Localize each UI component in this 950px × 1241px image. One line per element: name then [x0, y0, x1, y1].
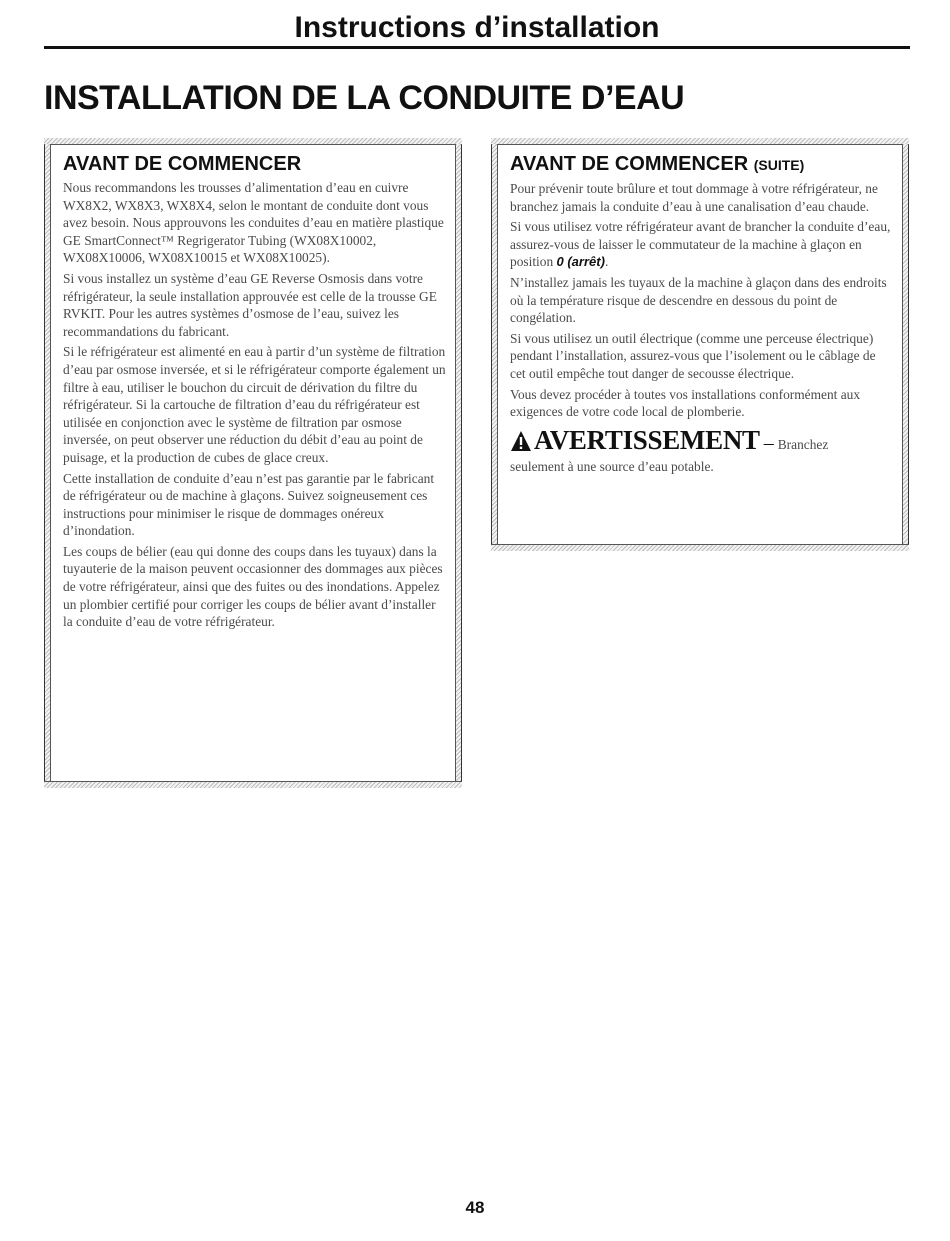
- box-heading: [510, 151, 894, 178]
- warning-line: [510, 424, 894, 458]
- paragraph-icemaker-switch-text: Si vous utilisez votre réfrigérateur avant de brancher la conduite d’eau, assurez-vous de laisser le commutateur de la machine à glaçon en position: [510, 219, 891, 270]
- paragraph-plumbing-code: Vous devez procéder à toutes vos installations conformément aux exigences de votre code local de plomberie.: [510, 386, 861, 420]
- page-header-title: Instructions d’installation: [294, 11, 660, 44]
- warning-word: AVERTISSEMENT: [534, 424, 760, 455]
- warning-triangle-icon: [510, 430, 532, 452]
- warning-continuation: seulement à une source d’eau potable.: [510, 458, 714, 474]
- warning-dash: –: [763, 431, 774, 454]
- box-heading: AVANT DE COMMENCER: [63, 153, 302, 175]
- box-border-right: [455, 144, 461, 782]
- paragraph-hot-water: Pour prévenir toute brûlure et tout dommage à votre réfrigérateur, ne branchez jamais la conduite d’eau à une canalisation d’eau chaude.: [510, 181, 878, 214]
- box-before-starting: [44, 138, 462, 788]
- warning-text: Branchez: [777, 436, 829, 452]
- section-title: INSTALLATION DE LA CONDUITE D’EAU: [44, 79, 685, 117]
- paragraph-icemaker-switch: [510, 218, 894, 271]
- paragraph-water-hammer: Les coups de bélier (eau qui donne des coups dans les tuyaux) dans la tuyauterie de la maison peuvent occasionner des dommages aux pièces de votre réfrigérateur, ainsi que des fuites ou des inondations. Appelez un plombier certifié pour corriger les coups de bélier avant d’installer la conduite d’eau de votre réfrigérateur.: [63, 543, 443, 630]
- paragraph-icemaker-switch-end: .: [604, 254, 609, 270]
- header-rule: [44, 46, 910, 49]
- box-border-left: [492, 144, 498, 545]
- paragraph-freezing: N’installez jamais les tuyaux de la machine à glaçon dans des endroits où la température risque de descendre en dessous du point de congélation.: [510, 274, 887, 326]
- box-before-starting-continued: [491, 138, 909, 551]
- paragraph-filter-bypass: Si le réfrigérateur est alimenté en eau à partir d’un système de filtration d’eau par osmose inversée, et si le réfrigérateur comporte également un filtre à eau, utiliser le bouchon du circuit de dérivation du filtre du réfrigérateur. Si la cartouche de filtration d’eau du réfrigérateur est utilisée en conjonction avec le système de filtration par osmose inversée, on peut observer une réduction du débit d’eau au point de puisage, et la production de cubes de glace creux.: [63, 344, 446, 465]
- box-border-left: [45, 144, 51, 782]
- box-before-starting-continued-content: [510, 151, 894, 475]
- paragraph-warranty: Cette installation de conduite d’eau n’est pas garantie par le fabricant de réfrigérateur ou de machine à glaçons. Suivez soigneusement ces instructions pour minimiser le risque de dommages onéreux d’inondation.: [63, 470, 435, 539]
- paragraph-copper-kits: Nous recommandons les trousses d’alimentation d’eau en cuivre WX8X2, WX8X3, WX8X4, selon le montant de conduite dont vous avez besoin. Nous approuvons les conduites d’eau en matière plastique GE SmartConnect™ Regrigerator Tubing (WX08X10002, WX08X10006, WX08X10015 et WX08X10025).: [63, 180, 444, 266]
- paragraph-power-tool: Si vous utilisez un outil électrique (comme une perceuse électrique) pendant l’installation, assurez-vous que l’isolement ou le câblage de cet outil empêche tout danger de secousse électrique.: [510, 330, 876, 381]
- box-border-right: [902, 144, 908, 545]
- off-position-label: 0 (arrêt): [556, 254, 605, 270]
- page-number: 48: [465, 1198, 485, 1217]
- paragraph-reverse-osmosis: Si vous installez un système d’eau GE Reverse Osmosis dans votre réfrigérateur, la seule installation approuvée est celle de la trousse GE RVKIT. Pour les autres systèmes d’osmose de l’eau, suivez les recommandations du fabricant.: [63, 270, 437, 339]
- box-heading-text: AVANT DE COMMENCER: [510, 153, 749, 175]
- box-heading-suffix: (SUITE): [753, 157, 805, 173]
- box-before-starting-content: [63, 151, 447, 634]
